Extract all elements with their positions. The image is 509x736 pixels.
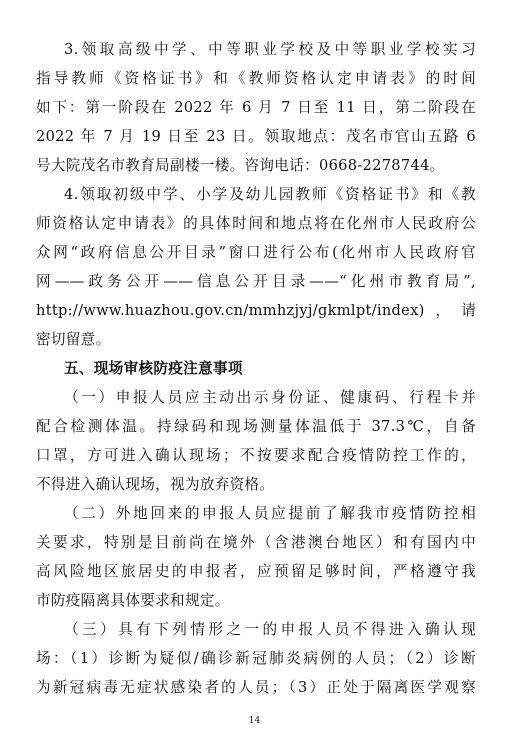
paragraph-line: （一）申报人员应主动出示身份证、健康码、行程卡并 [64,389,476,406]
paragraph-line: 众网“政府信息公开目录”窗口进行公布(化州市人民政府官 [36,244,476,261]
paragraph-line: 高风险地区旅居史的申报者，应预留足够时间，严格遵守我 [36,563,476,580]
paragraph-line: 口罩，方可进入确认现场；不按要求配合疫情防控工作的， [36,447,476,464]
paragraph-line: 2022 年 7 月 19 日至 23 日。领取地点：茂名市官山五路 6 [36,128,476,145]
paragraph-line: 3.领取高级中学、中等职业学校及中等职业学校实习 [64,41,476,58]
paragraph-line: （二）外地回来的申报人员应提前了解我市疫情防控相 [64,505,476,522]
section-heading: 五、现场审核防疫注意事项 [64,360,243,377]
paragraph-line: 如下：第一阶段在 2022 年 6 月 7 日至 11 日，第二阶段在 [36,99,476,116]
paragraph-line: 师资格认定申请表》的具体时间和地点将在化州市人民政府公 [36,215,476,232]
paragraph-line: 配合检测体温。持绿码和现场测量体温低于 37.3℃，自备 [36,418,476,435]
paragraph-line: 不得进入确认现场，视为放弃资格。 [36,476,275,493]
paragraph-line: 为新冠病毒无症状感染者的人员；（3）正处于隔离医学观察 [36,679,476,696]
paragraph-line: 市防疫隔离具体要求和规定。 [36,592,230,609]
paragraph-line: 4.领取初级中学、小学及幼儿园教师《资格证书》和《教 [64,186,476,203]
paragraph-line: 关要求，特别是目前尚在境外（含港澳台地区）和有国内中 [36,534,476,551]
url-line: http://www.huazhou.gov.cn/mmhzjyj/gkmlpt/index)，请 [36,302,476,319]
paragraph-line: 号大院茂名市教育局副楼一楼。咨询电话：0668-2278744。 [36,157,445,174]
page-number: 14 [248,716,261,726]
paragraph-line: 密切留意。 [36,331,111,348]
paragraph-line: 网——政务公开——信息公开目录——“化州市教育局”, [36,273,476,290]
paragraph-line: 场：（1）诊断为疑似/确诊新冠肺炎病例的人员；（2）诊断 [36,650,476,667]
paragraph-line: 指导教师《资格证书》和《教师资格认定申请表》的时间 [36,70,476,87]
paragraph-line: （三）具有下列情形之一的申报人员不得进入确认现 [64,621,476,638]
